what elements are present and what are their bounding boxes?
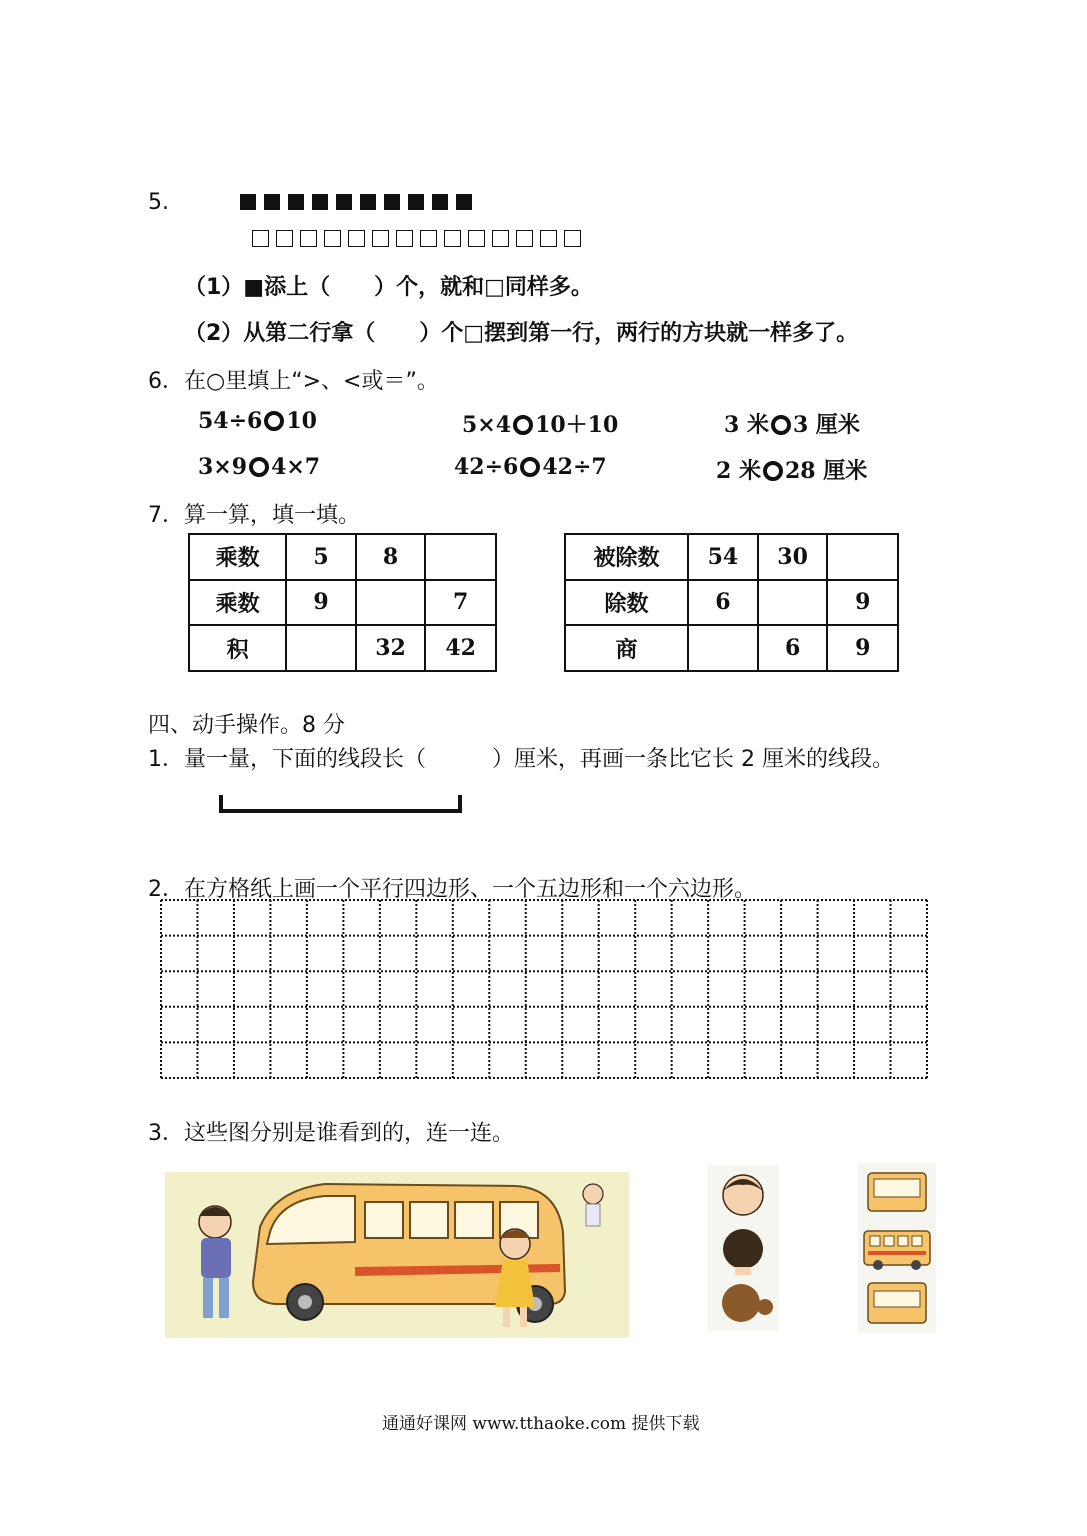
compare-item (198, 408, 317, 434)
grid-paper[interactable] (159, 898, 929, 1080)
empty-square (372, 230, 389, 247)
table-cell: 32 (356, 625, 426, 671)
table-cell: 6 (758, 625, 828, 671)
filled-square (360, 194, 376, 210)
table-blank-cell[interactable] (286, 625, 355, 671)
q5-sub2: （2）从第二行拿（ ）个□摆到第一行，两行的方块就一样多了。 (184, 321, 859, 346)
compare-left: 3×9 (198, 454, 248, 480)
compare-circle[interactable] (771, 415, 791, 435)
section4-q3: 3．这些图分别是谁看到的，连一连。 (148, 1121, 514, 1146)
line-segment (218, 793, 464, 815)
table-cell: 8 (356, 534, 426, 580)
compare-right: 28 厘米 (784, 458, 868, 484)
empty-square (324, 230, 341, 247)
compare-item (462, 408, 618, 439)
bus-views-picture (858, 1163, 936, 1333)
empty-square (396, 230, 413, 247)
table-header-cell: 积 (189, 625, 286, 671)
compare-left: 42÷6 (454, 454, 519, 480)
table-blank-cell[interactable] (827, 534, 898, 580)
compare-right: 3 厘米 (792, 412, 860, 438)
empty-square (348, 230, 365, 247)
compare-circle[interactable] (249, 457, 269, 477)
table-cell: 9 (827, 625, 898, 671)
table-blank-cell[interactable] (758, 580, 828, 626)
empty-square (420, 230, 437, 247)
compare-left: 3 米 (724, 412, 769, 438)
table-blank-cell[interactable] (688, 625, 758, 671)
table-cell: 42 (425, 625, 496, 671)
q6-title: 6．在○里填上“>、<或＝”。 (148, 369, 439, 394)
compare-right: 10 (286, 408, 317, 434)
table-blank-cell[interactable] (356, 580, 426, 626)
table-cell: 6 (688, 580, 758, 626)
empty-square (564, 230, 581, 247)
multiplication-table (188, 533, 497, 672)
section4-q1: 1．量一量，下面的线段长（ ）厘米，再画一条比它长 2 厘米的线段。 (148, 747, 894, 772)
q7-title: 7．算一算，填一填。 (148, 503, 360, 528)
compare-left: 54÷6 (198, 408, 263, 434)
empty-square (516, 230, 533, 247)
table-cell: 9 (286, 580, 355, 626)
filled-square (264, 194, 280, 210)
q5-number: 5. (148, 190, 169, 215)
compare-circle[interactable] (264, 411, 284, 431)
filled-square (288, 194, 304, 210)
compare-item (716, 454, 867, 485)
empty-square (492, 230, 509, 247)
table-header-cell: 商 (565, 625, 688, 671)
compare-item (198, 454, 320, 480)
compare-left: 5×4 (462, 412, 512, 438)
footer-text: 通通好课网 www.tthaoke.com 提供下载 (382, 1414, 700, 1434)
section4-q2: 2．在方格纸上画一个平行四边形、一个五边形和一个六边形。 (148, 877, 756, 902)
compare-item (454, 454, 607, 480)
empty-square (444, 230, 461, 247)
compare-right: 10＋10 (535, 412, 619, 438)
filled-square (456, 194, 472, 210)
filled-square (336, 194, 352, 210)
empty-square (540, 230, 557, 247)
table-cell: 9 (827, 580, 898, 626)
table-header-cell: 被除数 (565, 534, 688, 580)
table-cell: 7 (425, 580, 496, 626)
section4-title: 四、动手操作。8 分 (148, 713, 345, 738)
filled-squares-row (240, 194, 472, 210)
compare-circle[interactable] (513, 415, 533, 435)
table-cell: 30 (758, 534, 828, 580)
empty-square (276, 230, 293, 247)
compare-circle[interactable] (763, 461, 783, 481)
filled-square (240, 194, 256, 210)
division-table (564, 533, 899, 672)
compare-item (724, 408, 860, 439)
heads-picture (707, 1165, 779, 1331)
table-header-cell: 乘数 (189, 534, 286, 580)
compare-right: 4×7 (271, 454, 321, 480)
filled-square (408, 194, 424, 210)
bus-scene-picture (165, 1172, 629, 1338)
compare-right: 42÷7 (542, 454, 607, 480)
table-blank-cell[interactable] (425, 534, 496, 580)
table-header-cell: 除数 (565, 580, 688, 626)
table-header-cell: 乘数 (189, 580, 286, 626)
table-cell: 54 (688, 534, 758, 580)
empty-square (300, 230, 317, 247)
empty-square (252, 230, 269, 247)
compare-left: 2 米 (716, 458, 761, 484)
filled-square (432, 194, 448, 210)
filled-square (312, 194, 328, 210)
filled-square (384, 194, 400, 210)
compare-circle[interactable] (520, 457, 540, 477)
empty-square (468, 230, 485, 247)
q5-sub1: （1）■添上（ ）个，就和□同样多。 (184, 275, 593, 300)
table-cell: 5 (286, 534, 355, 580)
empty-squares-row (252, 230, 581, 247)
